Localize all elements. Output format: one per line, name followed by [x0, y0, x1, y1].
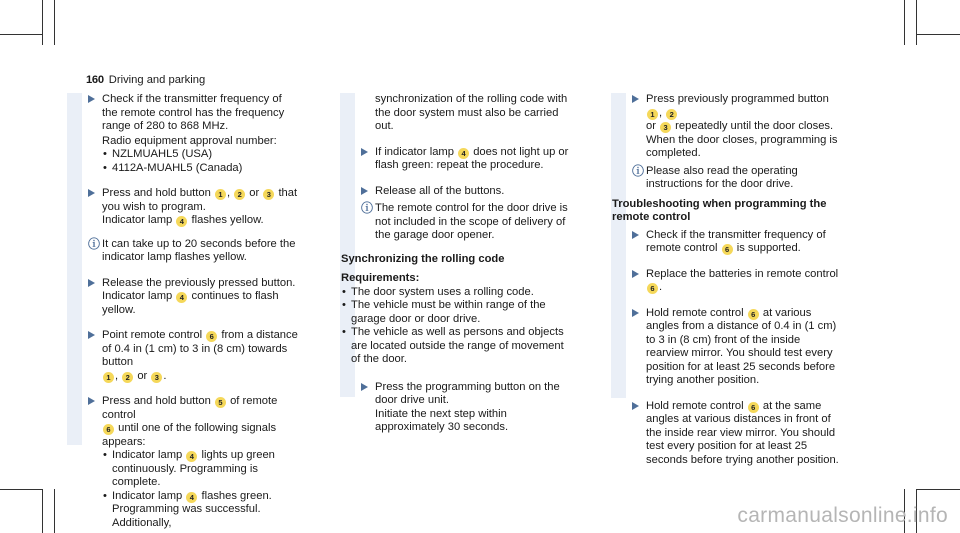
callout-badge: 4 [458, 148, 469, 159]
step-text: . [659, 281, 663, 293]
step-arrow-icon [361, 187, 368, 195]
step-point-remote [68, 329, 300, 383]
bullet-text: Indicator lamp [112, 489, 183, 502]
callout-badge: 2 [122, 372, 133, 383]
step-text: is supported. [736, 242, 801, 254]
step-text: Release the previously pressed button. [102, 276, 296, 289]
crop-mark [42, 0, 43, 45]
step-text: that you wish to program. [102, 187, 298, 213]
step-release-button [68, 277, 300, 318]
step-arrow-icon [632, 402, 639, 410]
step-text: flashes yellow. [191, 214, 264, 226]
callout-badge: 6 [206, 331, 217, 342]
callout-badge: 3 [151, 372, 162, 383]
step-hold-angles [612, 307, 844, 388]
crop-mark [0, 34, 43, 35]
crop-mark [54, 489, 55, 533]
column-1 [68, 93, 300, 530]
section-heading: Troubleshooting when programming the remote control [612, 197, 827, 223]
column-2 [341, 93, 573, 435]
step-press-programming [341, 381, 573, 435]
step-arrow-icon [632, 309, 639, 317]
step-arrow-icon [88, 331, 95, 339]
bullet-item: • NZLMUAHL5 (USA) [103, 148, 213, 160]
step-text: Release all of the buttons. [375, 184, 505, 197]
crop-mark [916, 0, 917, 45]
step-arrow-icon [361, 383, 368, 391]
callout-badge: 2 [234, 189, 245, 200]
approval-label: Radio equipment approval number: [102, 134, 277, 147]
bullet-item: • 4112A-MUAHL5 (Canada) [103, 161, 243, 174]
note [612, 165, 844, 192]
step-text: Check if the transmitter frequency of the remote control has the frequency range of 280 to 868 MHz. [102, 93, 285, 132]
bullet-text: Indicator lamp [112, 449, 183, 461]
callout-badge: 1 [103, 372, 114, 383]
step-text: , [115, 369, 119, 382]
crop-mark [916, 34, 960, 35]
bullet-text: The vehicle must be within range of the garage door or door drive. [351, 299, 546, 325]
callout-badge: 6 [103, 424, 114, 435]
bullet-item: • The vehicle must be within range of the garage door or door drive. [342, 299, 546, 325]
note [68, 238, 300, 265]
page-header [86, 74, 205, 88]
watermark: carmanualsonline.info [737, 504, 948, 527]
bullet-text: NZLMUAHL5 (USA) [112, 148, 213, 160]
callout-badge: 3 [263, 189, 274, 200]
step-text: at various angles from a distance of 0.4 in (1 cm) to 3 in (8 cm) front of the inside rearview mirror. You should test every position for at least 25 seconds before trying another position. [646, 306, 837, 386]
section-title: Driving and parking [108, 74, 206, 86]
callout-badge: 1 [647, 109, 658, 120]
bullet-text: The vehicle as well as persons and objects are located outside the range of movement of the door. [351, 326, 564, 365]
step-replace-batteries [612, 268, 844, 295]
step-text: Indicator lamp [102, 214, 173, 226]
step-text: Point remote control [102, 329, 203, 341]
step-text: Hold remote control [646, 399, 744, 412]
step-if-indicator [341, 146, 573, 173]
crop-mark [42, 489, 43, 533]
callout-badge: 5 [215, 397, 226, 408]
callout-badge: 2 [666, 109, 677, 120]
step-text: . [163, 369, 167, 382]
bullet-item: • Indicator lamp 4 lights up green continuously. Programming is complete. [103, 449, 275, 488]
note [341, 202, 573, 243]
callout-badge: 4 [176, 216, 187, 227]
step-text: Initiate the next step within approximately 30 seconds. [375, 407, 509, 433]
step-text: Indicator lamp [102, 290, 173, 302]
step-text: does not light up or flash green: repeat the procedure. [375, 145, 569, 171]
step-text: Check if the transmitter frequency of remote control [646, 228, 826, 254]
step-text: until one of the following signals appears: [102, 422, 277, 448]
step-text: Replace the batteries in remote control [646, 267, 839, 280]
step-text: continues to flash yellow. [102, 290, 279, 316]
step-press-programmed [612, 93, 844, 161]
section-heading: Synchronizing the rolling code [341, 252, 505, 265]
step-text: repeatedly until the door closes. When the door closes, programming is completed. [646, 120, 838, 159]
note-text: The remote control for the door drive is not included in the scope of delivery of the garage door opener. [375, 202, 568, 241]
info-icon: ⓘ [361, 201, 374, 215]
crop-mark [916, 489, 960, 490]
requirements-label: Requirements: [341, 272, 420, 284]
note-text: It can take up to 20 seconds before the indicator lamp flashes yellow. [102, 237, 296, 263]
step-arrow-icon [632, 270, 639, 278]
bullet-text: lights up green continuously. Programming is complete. [112, 449, 275, 488]
bullet-item: • Indicator lamp 4 flashes green. Programming was successful. Additionally, [103, 489, 272, 529]
info-icon: ⓘ [88, 236, 101, 251]
step-text: at the same angles at various distances in front of the inside rear view mirror. You should test every position for at least 25 seconds before trying another position. [646, 399, 839, 466]
page-number: 160 [86, 74, 104, 86]
step-arrow-icon [88, 189, 95, 197]
callout-badge: 3 [660, 122, 671, 133]
step-arrow-icon [361, 148, 368, 156]
step-arrow-icon [88, 95, 95, 103]
crop-mark [904, 0, 905, 45]
callout-badge: 6 [748, 309, 759, 320]
step-text: Press the programming button on the door drive unit. [375, 380, 560, 406]
step-text: or [646, 120, 656, 132]
step-press-button [68, 187, 300, 228]
step-release-all [341, 185, 573, 199]
step-arrow-icon [632, 95, 639, 103]
column-3 [612, 93, 844, 467]
callout-badge: 4 [186, 451, 197, 462]
bullet-text: flashes green. Programming was successful. Additionally, [112, 489, 272, 529]
continued-text: synchronization of the rolling code with the door system must also be carried out. [375, 93, 568, 132]
bullet-item: • The door system uses a rolling code. [342, 285, 534, 298]
bullet-text: 4112A-MUAHL5 (Canada) [112, 161, 243, 174]
step-hold-distances [612, 400, 844, 468]
step-text: , [659, 106, 663, 119]
callout-badge: 6 [722, 244, 733, 255]
step-text: , [226, 187, 231, 199]
step-arrow-icon [88, 397, 95, 405]
step-text: or [137, 369, 148, 382]
crop-mark [54, 0, 55, 45]
callout-badge: 1 [215, 189, 226, 200]
step-text: If indicator lamp [375, 145, 454, 158]
step-text: Press and hold button [102, 187, 211, 199]
callout-badge: 4 [176, 292, 187, 303]
step-arrow-icon [88, 279, 95, 287]
bullet-item: • The vehicle as well as persons and objects are located outside the range of movement of the door. [342, 326, 564, 365]
info-icon: ⓘ [632, 163, 645, 178]
step-check-frequency [68, 93, 300, 175]
bullet-text: The door system uses a rolling code. [351, 285, 534, 298]
step-text: from a distance of 0.4 in (1 cm) to 3 in (8 cm) towards button [102, 329, 298, 368]
step-check-remote [612, 229, 844, 256]
crop-mark [0, 489, 43, 490]
step-text: Press and hold button [102, 395, 211, 407]
note-text: Please also read the operating instructions for the door drive. [646, 164, 798, 190]
callout-badge: 6 [748, 402, 759, 413]
step-text: of remote control [102, 395, 278, 421]
step-press-hold [68, 395, 300, 530]
step-text: Press previously programmed button [646, 93, 829, 105]
step-text: Hold remote control [646, 306, 744, 319]
callout-badge: 4 [186, 492, 197, 503]
step-text: or [249, 187, 260, 199]
callout-badge: 6 [647, 283, 658, 294]
step-arrow-icon [632, 231, 639, 239]
